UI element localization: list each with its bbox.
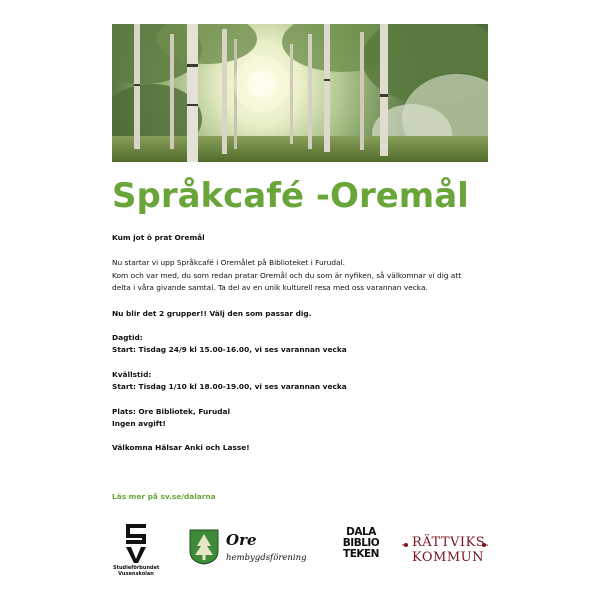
day-label: Dagtid: xyxy=(112,333,143,343)
description-line-3: delta i våra givande samtal. Ta del av en unik kulturell resa med oss varannan vecka. xyxy=(112,283,428,293)
groups-note: Nu blir det 2 grupper!! Välj den som passar dig. xyxy=(112,308,312,318)
welcome-text: Välkomna Hälsar Anki och Lasse! xyxy=(112,443,250,453)
description-line-2: Kom och var med, du som redan pratar Oremål och du som är nyfiken, så välkomnar vi dig att xyxy=(112,270,462,280)
rattvik-logo-line-2: KOMMUN xyxy=(412,550,484,565)
dalabiblioteken-logo xyxy=(341,527,381,571)
place-text: Plats: Ore Bibliotek, Furudal xyxy=(112,406,231,416)
more-info-link[interactable]: Läs mer på sv.se/dalarna xyxy=(112,492,216,501)
evening-label: Kvällstid: xyxy=(112,369,152,379)
evening-start: Start: Tisdag 1/10 kl 18.00-19.00, vi ses varannan vecka xyxy=(112,382,347,392)
ore-shield-icon xyxy=(189,529,219,565)
hero-forest-photo xyxy=(112,24,488,162)
sv-caption-line-2: Vuxenskolan xyxy=(118,570,154,577)
fee-text: Ingen avgift! xyxy=(112,419,166,429)
day-start: Start: Tisdag 24/9 kl 15.00-16.00, vi ses varannan vecka xyxy=(112,345,347,355)
dala-line-1: DALA xyxy=(346,526,376,538)
sv-logo-caption xyxy=(113,566,159,577)
page-title: Språkcafé -Oremål xyxy=(112,176,469,216)
event-details xyxy=(112,232,492,455)
ore-logo-name: Ore xyxy=(226,531,257,549)
intro-text: Kum jot ô prat Oremål xyxy=(112,233,205,242)
dala-line-3: TEKEN xyxy=(343,548,379,560)
ore-logo-subtitle: hembygdsförening xyxy=(226,553,307,563)
rattvik-logo-line-1: RÄTTVIKS xyxy=(412,535,486,550)
sv-caption-line-1: Studieförbundet xyxy=(113,565,160,571)
sv-logo-icon xyxy=(124,522,148,564)
dala-line-2: BIBLIO xyxy=(342,537,380,549)
description-line-1: Nu startar vi upp Språkcafé i Oremålet på Biblioteket i Furudal. xyxy=(112,258,345,268)
